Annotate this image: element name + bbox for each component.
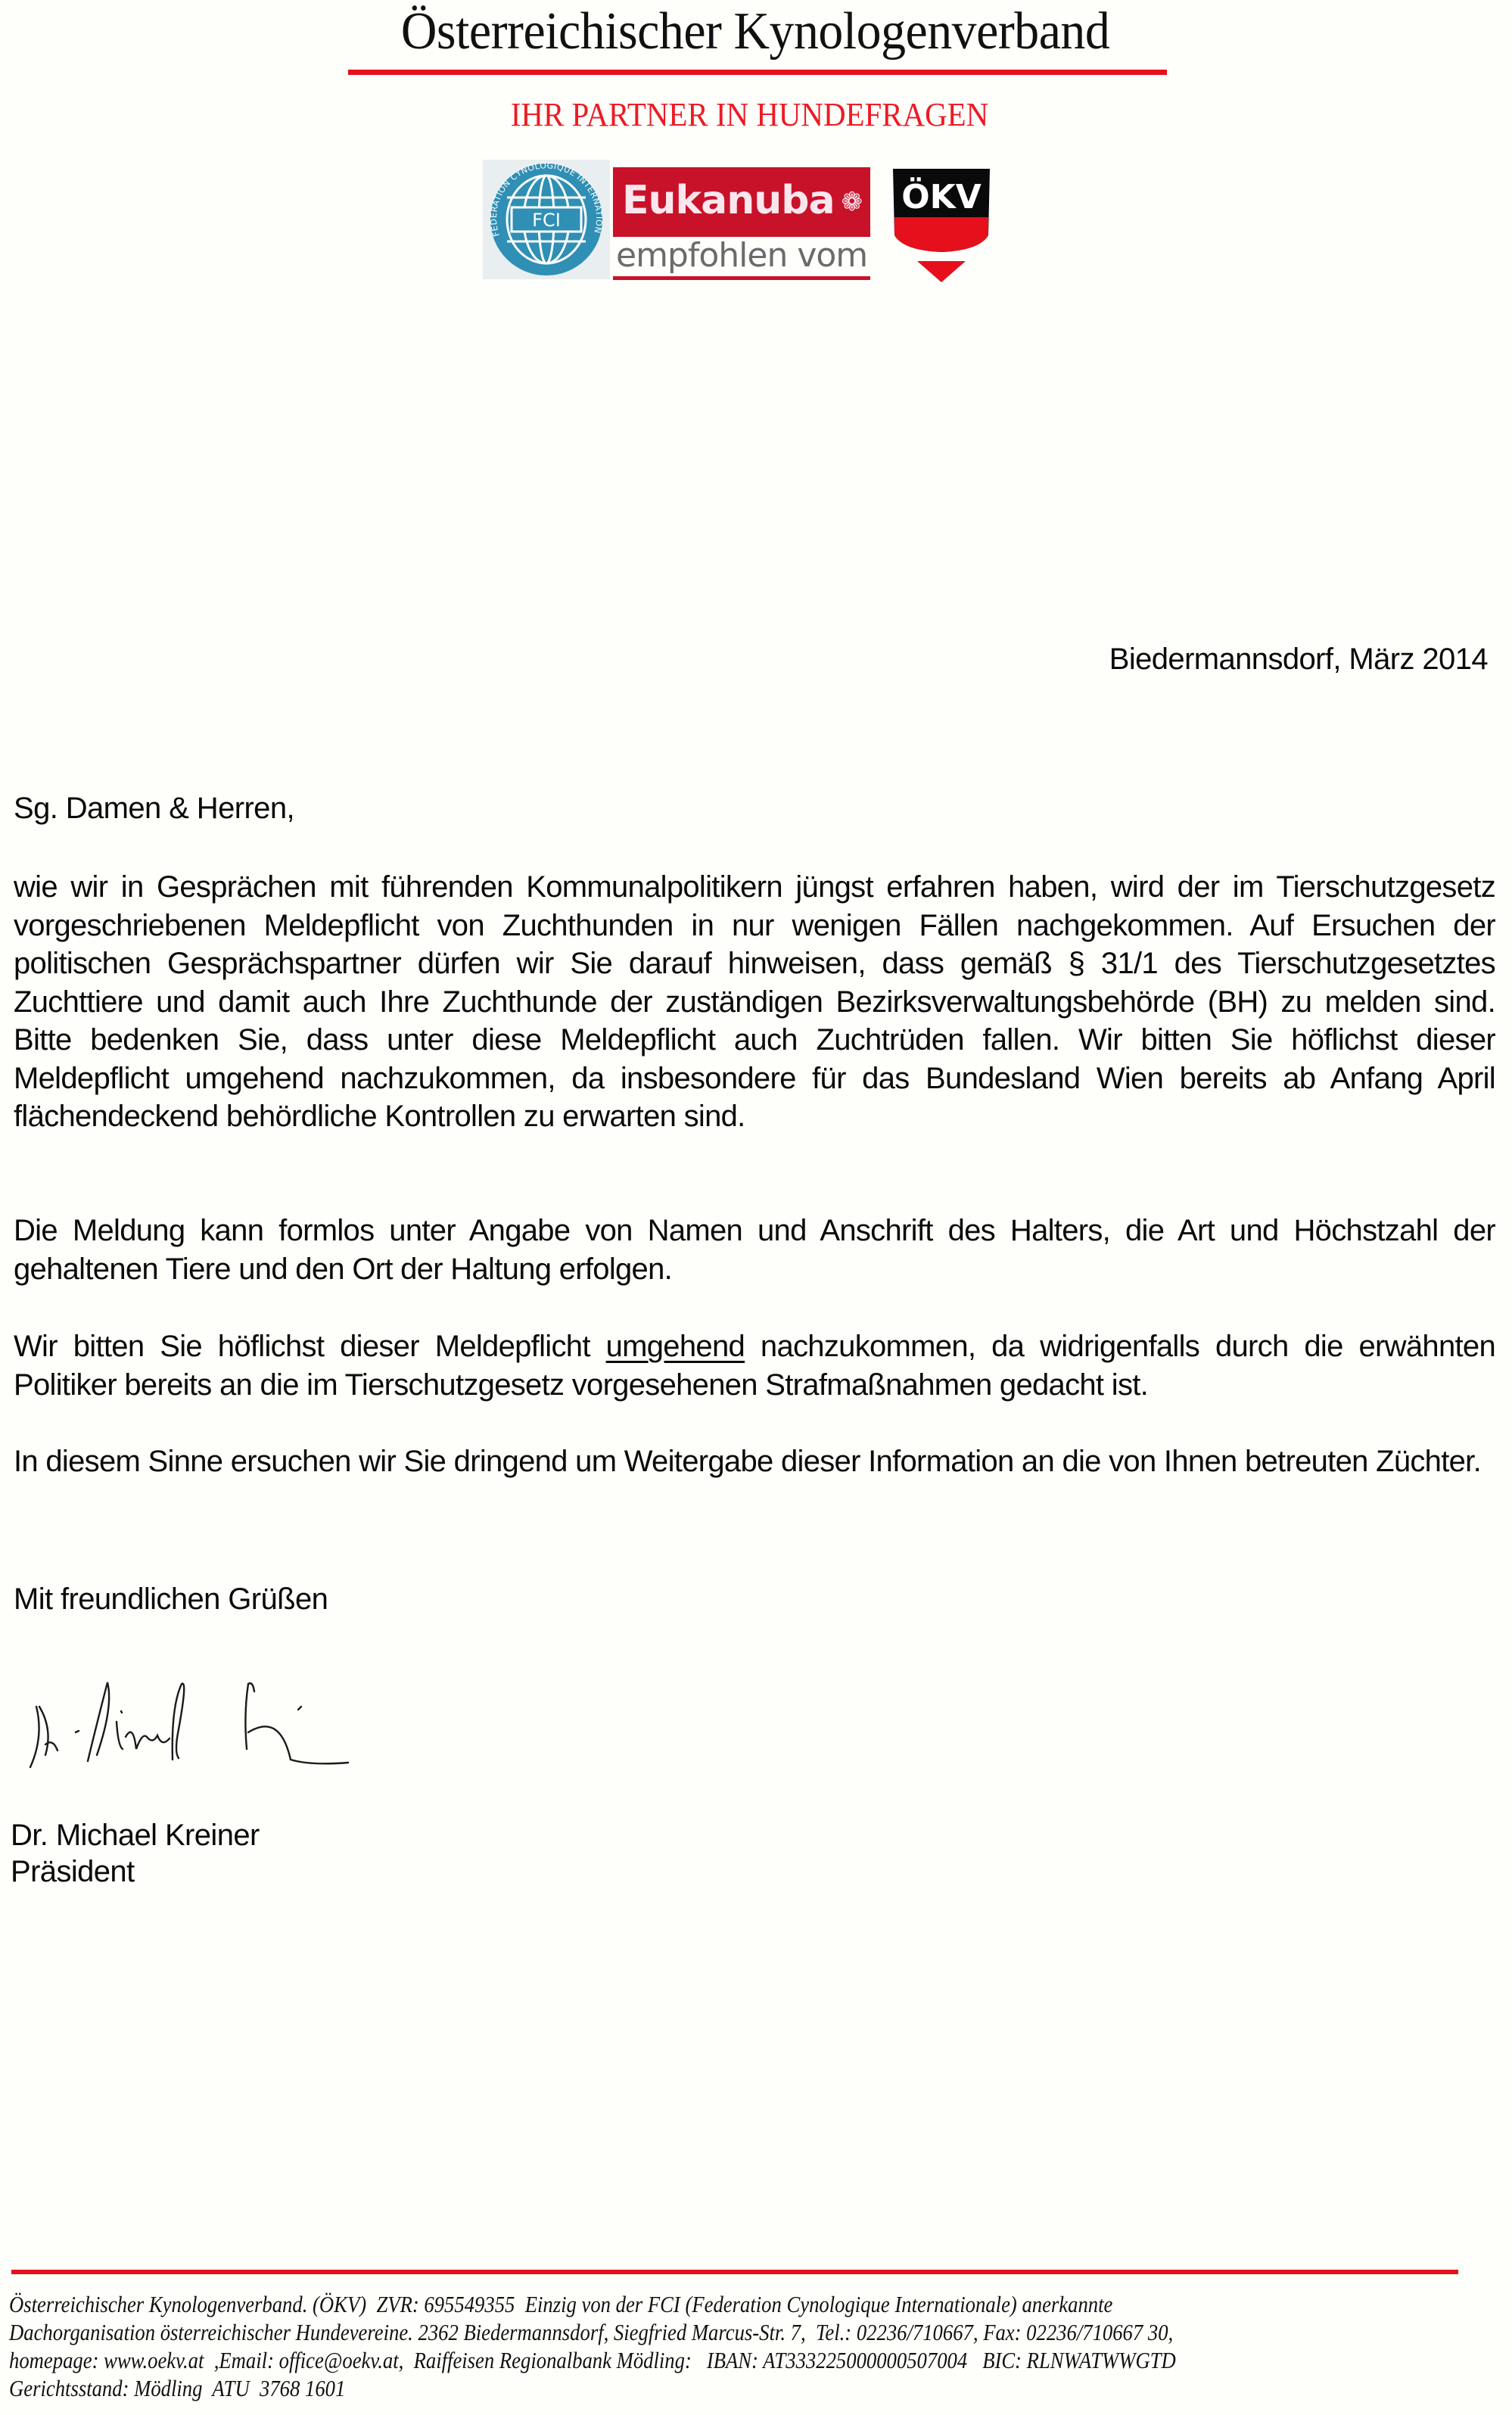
eukanuba-logo (613, 167, 870, 237)
footer-line-jurisdiction: Gerichtsstand: Mödling ATU 3768 1601 (9, 2375, 346, 2401)
fci-logo-text: FCI (532, 210, 561, 231)
body-paragraph-1: wie wir in Gesprächen mit führenden Kommunalpolitikern jüngst erfahren haben, wird der im Tierschutzgesetz vorgeschriebenen Meldepflicht von Zuchthunden in nur wenigen Fällen nachgekommen. Auf Ersuchen der politischen Gesprächspartner dürfen wir Sie darauf hinweisen, dass gemäß § 31/1 des Tierschutzgesetztes Zuchttiere und damit auch Ihre Zuchthunde der zuständigen Bezirksverwaltungsbehörde (BH) zu melden sind. Bitte bedenken Sie, dass unter diese Meldepflicht auch Zuchtrüden fallen. Wir bitten Sie höflichst dieser Meldepflicht umgehend nachzukommen, da insbesondere für das Bundesland Wien bereits ab Anfang April flächendeckend behördliche Kontrollen zu erwarten sind. (14, 870, 1495, 1133)
okv-logo-text: ÖKV (901, 178, 982, 216)
footer-line-contact-bank: homepage: www.oekv.at ,Email: office@oekv.at, Raiffeisen Regionalbank Mödling: IBAN: AT333225000000507004 BIC: RLNWATWWGTD (9, 2347, 1176, 2373)
eukanuba-subtitle: empfohlen vom (616, 236, 868, 275)
okv-shield-icon (888, 166, 994, 282)
footer-divider (11, 2270, 1458, 2274)
organization-title (0, 2, 1512, 62)
eukanuba-brand-text: Eukanuba (622, 178, 835, 223)
salutation: Sg. Damen & Herren, (14, 792, 294, 825)
organization-title-text: Österreichischer Kynologenverband (400, 2, 1110, 61)
place-date: Biedermannsdorf, März 2014 (1109, 643, 1488, 676)
handwritten-signature (23, 1676, 378, 1775)
fci-ring-text: FEDERATION CYNOLOGIQUE INTERNATION (488, 160, 605, 238)
tagline (0, 94, 1512, 136)
signer-name: Dr. Michael Kreiner (11, 1819, 260, 1852)
emphasis-underlined-word: umgehend (605, 1330, 745, 1363)
body-paragraph-2: Die Meldung kann formlos unter Angabe von Namen und Anschrift des Halters, die Art und Höchstzahl der gehaltenen Tiere und den Ort der Haltung erfolgen. (14, 1214, 1495, 1286)
paragraph-3-text-start: Wir bitten Sie höflichst dieser Meldepflicht (14, 1330, 606, 1363)
closing-phrase: Mit freundlichen Grüßen (14, 1583, 328, 1616)
paragraph-3-text-end: nachzukommen, da widrigenfalls durch die erwähnten Politiker bereits an die im Tierschutzgesetz vorgesehenen Strafmaßnahmen gedacht ist. (14, 1330, 1495, 1402)
signer-title: Präsident (11, 1855, 135, 1888)
body-paragraph-3 (14, 1327, 1495, 1404)
eukanuba-underline (613, 276, 870, 280)
header-divider (348, 70, 1167, 75)
footer-line-organization: Österreichischer Kynologenverband. (ÖKV) ZVR: 695549355 Einzig von der FCI (Federation Cynologique Internationale) anerkannte (9, 2291, 1113, 2317)
fci-logo-icon (483, 160, 610, 279)
footer-line-address: Dachorganisation österreichischer Hundevereine. 2362 Biedermannsdorf, Siegfried Marcus-Str. 7, Tel.: 02236/710667, Fax: 02236/710667 30, (9, 2319, 1174, 2345)
tagline-text: IHR PARTNER IN HUNDEFRAGEN (510, 96, 988, 133)
paw-icon: ❁ (841, 188, 863, 216)
sponsor-logos (483, 155, 997, 282)
body-paragraph-4: In diesem Sinne ersuchen wir Sie dringend um Weitergabe dieser Information an die von Ihnen betreuten Züchter. (14, 1445, 1481, 1478)
